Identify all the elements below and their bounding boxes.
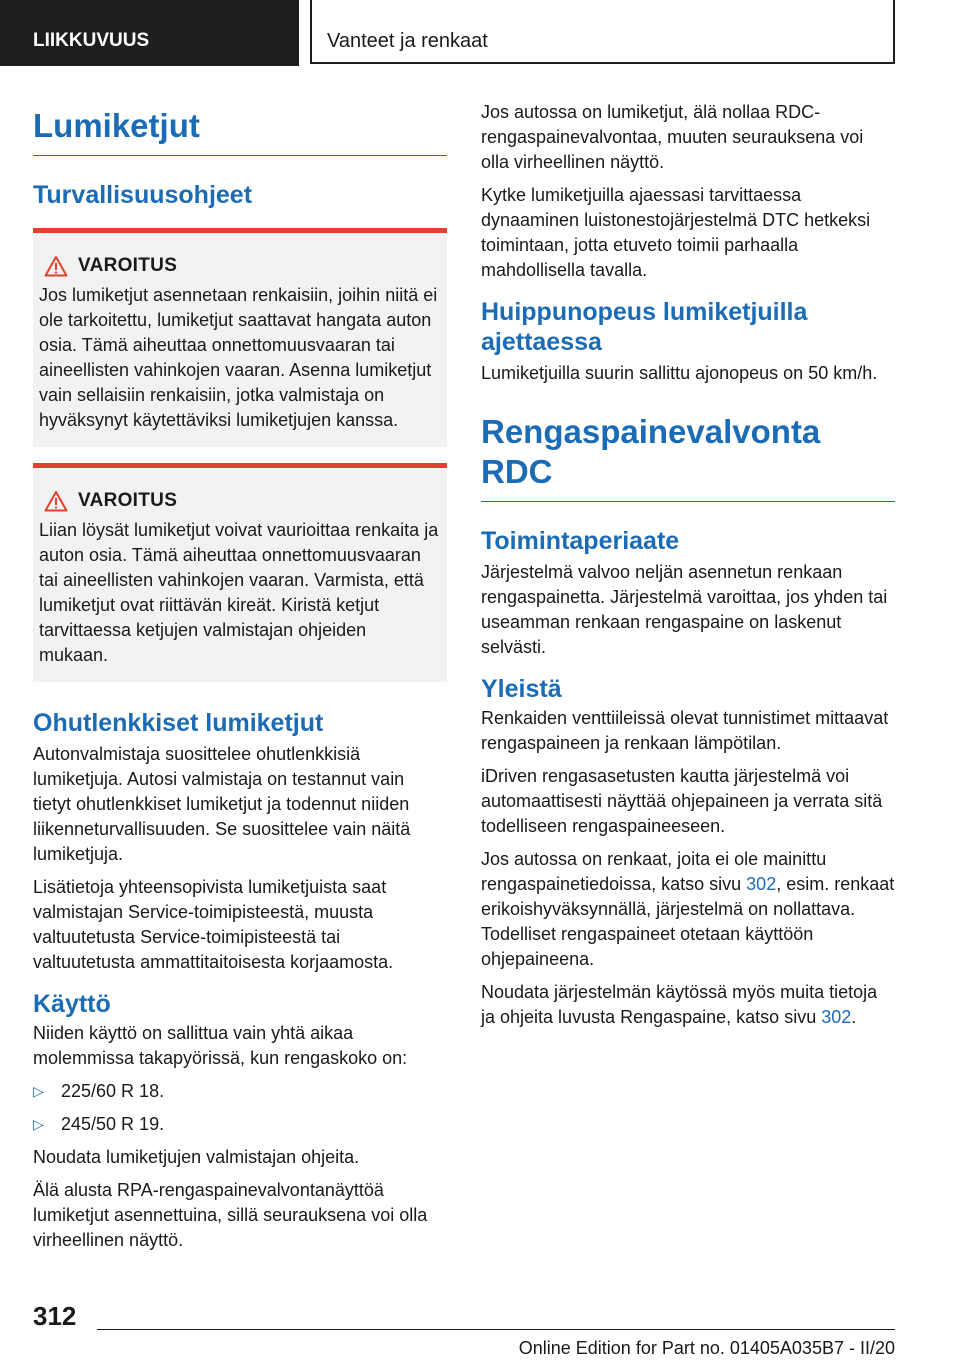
heading-thin-chains: Ohutlenkkiset lumiketjut bbox=[33, 709, 324, 737]
tire-size-list bbox=[33, 1079, 447, 1137]
page-number: 312 bbox=[33, 1301, 77, 1331]
warning-triangle-icon bbox=[44, 255, 68, 277]
warning-label: VAROITUS bbox=[78, 255, 178, 276]
heading-principle: Toimintaperiaate bbox=[481, 527, 680, 555]
paragraph-general-4: Noudata järjestelmän käytössä myös muita tietoja ja ohjeita luvusta Rengaspaine, katso sivu 302. bbox=[481, 982, 878, 1027]
footer-divider bbox=[97, 1329, 895, 1330]
edition-note: Online Edition for Part no. 01405A035B7 - II/20 bbox=[518, 1338, 895, 1358]
left-column bbox=[33, 98, 447, 1261]
warning-text: Liian löysät lumiketjut voivat vaurioittaa renkaita ja auton osia. Tämä aiheuttaa onnettomuusvaaran tai aineellisten vahinkojen vaaran. Varmista, että lumiketjut ovat riittävän kireät. Kiristä ketjut tarvittaessa ketjujen valmistajan ohjeiden mukaan. bbox=[39, 520, 439, 665]
heading-rdc: Rengaspainevalvonta RDC bbox=[481, 412, 895, 502]
list-item: ▷ 225/60 R 18. bbox=[33, 1079, 447, 1104]
page-link-302[interactable]: 302 bbox=[746, 874, 777, 894]
list-item: ▷ 245/50 R 19. bbox=[33, 1112, 447, 1137]
warning-triangle-icon bbox=[44, 490, 68, 512]
paragraph-general-1: Renkaiden venttiileissä olevat tunnistimet mittaavat rengaspaineen ja renkaan lämpötilan. bbox=[481, 708, 889, 753]
warning-box-1 bbox=[33, 228, 447, 447]
heading-safety: Turvallisuusohjeet bbox=[33, 181, 253, 209]
warning-box-2 bbox=[33, 463, 447, 682]
paragraph-rdc-2: Kytke lumiketjuilla ajaessasi tarvittaessa dynaaminen luistonestojärjestelmä DTC hetkeksi toimintaan, jotta etuveto toimii parhaalla mahdollisella tavalla. bbox=[481, 185, 871, 280]
chapter-tab: Vanteet ja renkaat bbox=[310, 0, 895, 64]
paragraph-speed: Lumiketjuilla suurin sallittu ajonopeus on 50 km/h. bbox=[481, 363, 878, 383]
paragraph-principle: Järjestelmä valvoo neljän asennetun renkaan rengaspainetta. Järjestelmä varoittaa, jos yhden tai useamman renkaan rengaspaine on laskenut selvästi. bbox=[481, 562, 888, 657]
heading-top-speed: Huippunopeus lumiketjuilla ajettaessa bbox=[481, 298, 808, 356]
paragraph-general-2: iDriven rengasasetusten kautta järjestelmä voi automaattisesti näyttää ohjepaineen ja verrata sitä todelliseen rengaspaineeseen. bbox=[481, 766, 883, 836]
right-column bbox=[481, 100, 895, 1038]
page-link-302[interactable]: 302 bbox=[821, 1007, 852, 1027]
heading-use: Käyttö bbox=[33, 990, 111, 1018]
paragraph-use-1: Niiden käyttö on sallittua vain yhtä aikaa molemmissa takapyörissä, kun rengaskoko on: bbox=[33, 1023, 408, 1068]
paragraph-use-2: Noudata lumiketjujen valmistajan ohjeita. bbox=[33, 1147, 360, 1167]
triangle-bullet-icon: ▷ bbox=[33, 1116, 44, 1132]
paragraph-general-3: Jos autossa on renkaat, joita ei ole mainittu rengaspainetiedoissa, katso sivu 302, esim. renkaat erikoishyväksynnällä, järjestelmä on nollattava. Todelliset rengaspaineet otetaan käyttöön ohjepaineena. bbox=[481, 849, 895, 969]
heading-general: Yleistä bbox=[481, 675, 562, 703]
triangle-bullet-icon: ▷ bbox=[33, 1083, 44, 1099]
warning-text: Jos lumiketjut asennetaan renkaisiin, joihin niitä ei ole tarkoitettu, lumiketjut saattavat hangata auton osia. Tämä aiheuttaa onnettomuusvaaran tai aineellisten vahinkojen vaaran. Asenna lumiketjut vain sellaisiin renkaisiin, jotka valmistaja on hyväksynyt käytettäviksi lumiketjujen kanssa. bbox=[39, 285, 438, 430]
paragraph-use-3: Älä alusta RPA-rengaspainevalvontanäyttöä lumiketjut asennettuina, sillä seurauksena voi olla virheellinen näyttö. bbox=[33, 1180, 428, 1250]
section-tab: LIIKKUVUUS bbox=[0, 0, 299, 66]
paragraph-thin-1: Autonvalmistaja suosittelee ohutlenkkisiä lumiketjuja. Autosi valmistaja on testannut vain tietyt ohutlenkkiset lumiketjut ja todennut niiden liikenneturvallisuuden. Se suosittelee vain näitä lumiketjuja. bbox=[33, 744, 411, 864]
paragraph-thin-2: Lisätietoja yhteensopivista lumiketjuista saat valmistajan Service-toimipisteestä, muusta valtuutetusta Service-toimipisteestä tai valtuutetusta ammattitaitoisesta korjaamosta. bbox=[33, 877, 394, 972]
paragraph-rdc-1: Jos autossa on lumiketjut, älä nollaa RDC-rengaspainevalvontaa, muuten seurauksena voi olla virheellinen näyttö. bbox=[481, 102, 864, 172]
page-header bbox=[0, 0, 960, 66]
warning-label: VAROITUS bbox=[78, 490, 178, 511]
heading-snow-chains: Lumiketjut bbox=[33, 106, 447, 156]
